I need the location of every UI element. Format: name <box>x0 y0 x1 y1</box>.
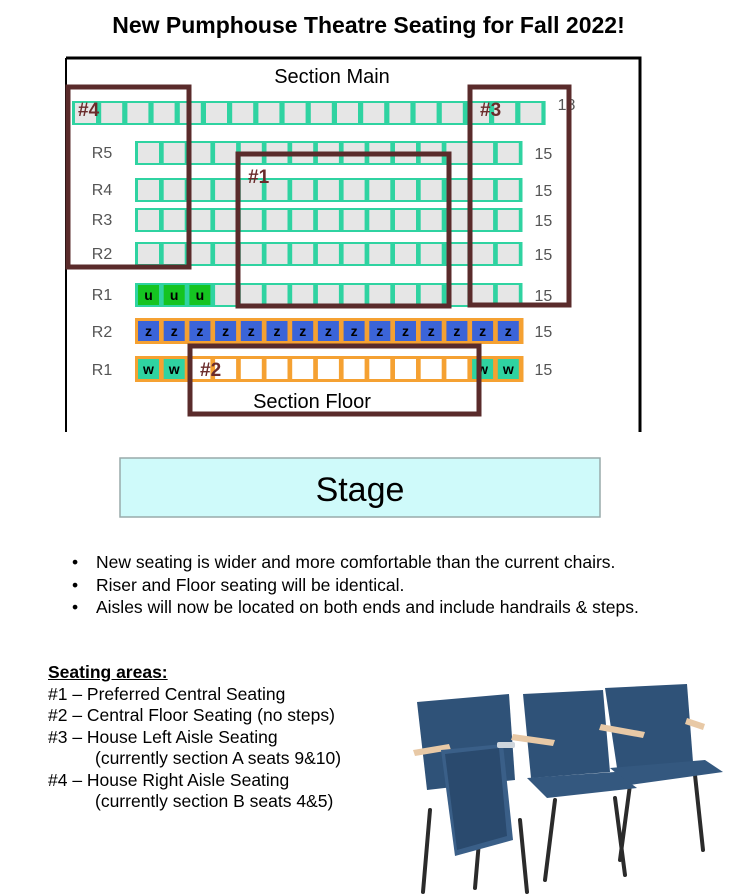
seat-count: 15 <box>534 183 553 200</box>
area-line: #2 – Central Floor Seating (no steps) <box>48 705 335 725</box>
seat-letter: z <box>324 323 332 339</box>
seating-areas <box>48 662 341 813</box>
seat <box>442 103 463 123</box>
seat <box>421 244 442 264</box>
seat <box>164 180 185 200</box>
seat <box>318 180 339 200</box>
seat-letter: u <box>195 287 205 303</box>
seat-count: 15 <box>534 362 553 379</box>
seat <box>498 210 519 230</box>
seat <box>421 210 442 230</box>
seat <box>311 103 332 123</box>
area-label: #4 <box>78 100 100 121</box>
seat <box>369 359 390 379</box>
seat <box>206 103 227 123</box>
seat-count: 15 <box>534 213 553 230</box>
seat <box>189 180 210 200</box>
seat-letter: z <box>479 323 487 339</box>
seat <box>498 244 519 264</box>
seat <box>344 285 365 305</box>
seat <box>498 143 519 163</box>
seat <box>498 285 519 305</box>
seat-letter: z <box>299 323 307 339</box>
row-label: R3 <box>91 212 113 229</box>
seat <box>318 244 339 264</box>
seat-count: 15 <box>534 324 553 341</box>
seat-letter: z <box>196 323 204 339</box>
seat <box>318 359 339 379</box>
seat-letter: z <box>145 323 152 339</box>
seat <box>267 210 288 230</box>
seat-count: 15 <box>534 288 553 305</box>
seat <box>232 103 253 123</box>
seat <box>292 244 313 264</box>
area-line: #3 – House Left Aisle Seating <box>48 726 278 747</box>
seat <box>292 359 313 379</box>
row-label: R2 <box>91 246 113 263</box>
seat <box>395 359 416 379</box>
seat <box>138 143 159 163</box>
seat-letter: w <box>168 361 180 377</box>
seat <box>258 103 279 123</box>
seat-letter: u <box>169 287 179 303</box>
seat <box>138 180 159 200</box>
seat <box>472 143 493 163</box>
seat-letter: w <box>477 361 489 377</box>
seat <box>189 244 210 264</box>
seat <box>241 244 262 264</box>
seat <box>138 244 159 264</box>
seat <box>344 180 365 200</box>
seating-areas-heading: Seating areas: <box>48 662 168 682</box>
seat <box>241 359 262 379</box>
seat <box>164 244 185 264</box>
seat-letter: w <box>143 361 154 377</box>
seat <box>472 210 493 230</box>
seat <box>267 180 288 200</box>
stage-label: Stage <box>315 471 405 509</box>
seat <box>189 210 210 230</box>
seat <box>267 244 288 264</box>
seat <box>267 359 288 379</box>
seat <box>369 210 390 230</box>
seat <box>446 359 467 379</box>
row-label: R1 <box>91 287 113 304</box>
seat-letter: z <box>504 323 512 339</box>
seat <box>215 285 236 305</box>
seat <box>292 210 313 230</box>
seat <box>154 103 175 123</box>
seat-count: 18 <box>557 97 576 114</box>
seat <box>215 210 236 230</box>
seat-letter: z <box>350 323 358 339</box>
seat <box>344 244 365 264</box>
area-line: (currently section A seats 9&10) <box>95 748 342 768</box>
seat <box>241 210 262 230</box>
seat <box>395 210 416 230</box>
page-title: New Pumphouse Theatre Seating for Fall 2022! <box>112 12 625 38</box>
note-item: • Riser and Floor seating will be identical. <box>70 574 639 597</box>
seat <box>472 244 493 264</box>
seat <box>395 180 416 200</box>
seat <box>344 359 365 379</box>
seat <box>472 285 493 305</box>
section-main-label: Section Main <box>274 66 390 88</box>
seat-letter: z <box>402 323 409 339</box>
seat <box>369 244 390 264</box>
seat <box>189 143 210 163</box>
seat <box>421 285 442 305</box>
seat <box>318 285 339 305</box>
seat <box>472 180 493 200</box>
seat <box>369 285 390 305</box>
seat <box>395 244 416 264</box>
seat <box>395 285 416 305</box>
seat <box>267 285 288 305</box>
seat <box>164 210 185 230</box>
seat <box>164 143 185 163</box>
row-label: R2 <box>91 324 113 341</box>
seating-chart <box>0 50 737 520</box>
seat <box>215 143 236 163</box>
notes-list <box>70 551 639 619</box>
seat <box>344 210 365 230</box>
seat-count: 15 <box>534 146 553 163</box>
seat <box>318 210 339 230</box>
seat-count: 15 <box>534 247 553 264</box>
seat-letter: u <box>144 287 153 303</box>
note-item: • Aisles will now be located on both ends and include handrails & steps. <box>70 596 639 619</box>
area-label: #2 <box>200 360 222 381</box>
seat <box>369 180 390 200</box>
seat-letter: z <box>427 323 435 339</box>
area-line: #4 – House Right Aisle Seating <box>48 769 290 790</box>
area-line: (currently section B seats 4&5) <box>95 791 334 811</box>
seat <box>292 285 313 305</box>
seat-letter: z <box>222 323 230 339</box>
seat <box>138 210 159 230</box>
seat <box>498 180 519 200</box>
seat <box>285 103 306 123</box>
seat <box>215 244 236 264</box>
seat <box>416 103 437 123</box>
seat <box>127 103 148 123</box>
chairs-illustration <box>405 680 725 894</box>
seat-letter: z <box>453 323 461 339</box>
seat <box>337 103 358 123</box>
seat <box>389 103 410 123</box>
area-label: #1 <box>248 167 270 188</box>
seat <box>215 180 236 200</box>
seat-letter: z <box>247 323 255 339</box>
note-item: • New seating is wider and more comfortable than the current chairs. <box>70 551 639 574</box>
seat-letter: z <box>273 323 281 339</box>
row-label: R1 <box>91 362 113 379</box>
row-label: R4 <box>91 182 113 199</box>
seat-letter: z <box>170 323 178 339</box>
seat <box>241 285 262 305</box>
seat <box>421 359 442 379</box>
seat <box>363 103 384 123</box>
area-label: #3 <box>480 100 502 121</box>
seat <box>292 180 313 200</box>
seat <box>421 180 442 200</box>
area-line: #1 – Preferred Central Seating <box>48 683 286 704</box>
row-label: R5 <box>91 145 113 162</box>
seat-letter: w <box>502 361 514 377</box>
seat <box>520 103 541 123</box>
seat-letter: z <box>376 323 384 339</box>
section-floor-label: Section Floor <box>253 391 371 413</box>
seat <box>101 103 122 123</box>
